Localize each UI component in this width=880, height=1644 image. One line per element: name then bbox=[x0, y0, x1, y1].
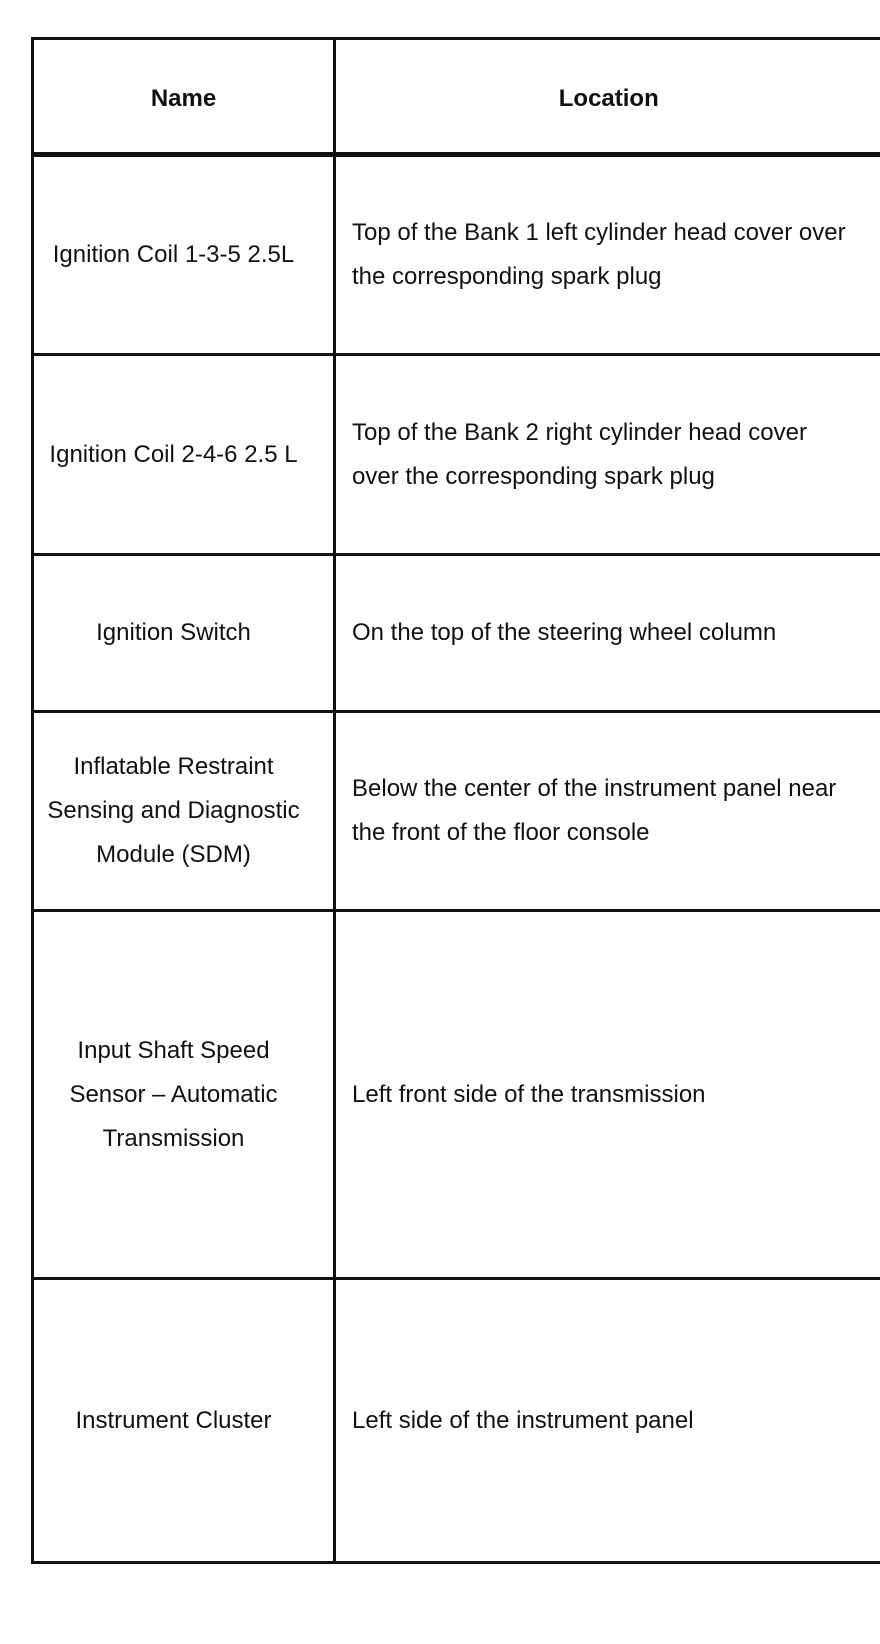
component-name: Ignition Switch bbox=[33, 555, 335, 712]
component-location-table bbox=[31, 37, 880, 1564]
table-row bbox=[33, 355, 880, 555]
table-row bbox=[33, 155, 880, 355]
component-location: Top of the Bank 1 left cylinder head cover over the corresponding spark plug bbox=[335, 155, 880, 355]
component-location: Below the center of the instrument panel near the front of the floor console bbox=[335, 712, 880, 911]
component-name: Ignition Coil 1-3-5 2.5L bbox=[33, 155, 335, 355]
table-row bbox=[33, 555, 880, 712]
component-location: On the top of the steering wheel column bbox=[335, 555, 880, 712]
table-row bbox=[33, 1279, 880, 1563]
component-name: Instrument Cluster bbox=[33, 1279, 335, 1563]
location-column-header: Location bbox=[335, 39, 880, 155]
name-column-header: Name bbox=[33, 39, 335, 155]
location-table bbox=[31, 37, 880, 1564]
component-location: Left side of the instrument panel bbox=[335, 1279, 880, 1563]
table-row bbox=[33, 911, 880, 1279]
component-name: Input Shaft Speed Sensor – Automatic Transmission bbox=[33, 911, 335, 1279]
component-name: Inflatable Restraint Sensing and Diagnostic Module (SDM) bbox=[33, 712, 335, 911]
component-location: Top of the Bank 2 right cylinder head cover over the corresponding spark plug bbox=[335, 355, 880, 555]
table-row bbox=[33, 712, 880, 911]
component-location: Left front side of the transmission bbox=[335, 911, 880, 1279]
header-row bbox=[33, 39, 880, 155]
component-name: Ignition Coil 2-4-6 2.5 L bbox=[33, 355, 335, 555]
